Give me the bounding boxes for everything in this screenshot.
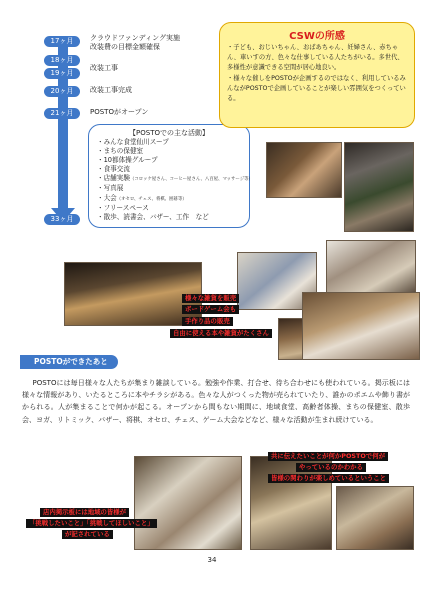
photo-caption: 共に伝えたいことが何かPOSTOで何が [268, 452, 388, 461]
timeline-label-33: 33ヶ月 [44, 214, 80, 225]
csw-point: ・子ども、おじいちゃん、おばあちゃん、妊婦さん、赤ちゃん、車いすの方、色々な仕事している人たちがいる。多世代、多様性が意識できる空間が居心地良い。 [227, 44, 404, 72]
page-number: 34 [207, 556, 217, 564]
timeline-label-17: 17ヶ月 [44, 36, 80, 47]
photo-caption: 皆様の関わりが楽しめているということ [268, 474, 389, 483]
activity-item: ・まちの保健室 [97, 147, 144, 156]
photo-display-shelf [336, 486, 414, 550]
timeline-label-20: 20ヶ月 [44, 86, 80, 97]
timeline-text-19: 改装工事 [90, 64, 118, 72]
activity-item: ・みんな食堂仙川スープ [97, 138, 169, 146]
photo-board-game [344, 142, 414, 232]
section-body: POSTOには毎日様々な人たちが集まり雑談している。勉強や作業、打合せ、待ち合わせにも使われている。掲示板には様々な情報があり、いたるところに本やチラシがある。色々な人がつくった物が売られていたり、誰かのポエムや飾り書がかられる。人が集まることで何かが起こる。オープンから間もない期間に、地域食堂、高齢者体操、まちの保健室、散歩会、ヨガ、リトミック、バザー、将棋、オセロ、チェス、ゲーム大会などなど、様々な活動が生まれ続けている。 [22, 379, 410, 424]
photo-caption: 様々な雑貨を販売 [182, 294, 239, 303]
photo-caption: ボードゲーム会も [182, 305, 239, 314]
activity-item: ・10都体操グループ [97, 156, 158, 165]
csw-title: CSWの所感 [289, 31, 345, 42]
activity-item: ・散歩、読書会、バザー、工作 など [97, 212, 209, 221]
csw-point: ・様々な催しをPOSTOが企画するのではなく、利用しているみんながPOSTOで企画していることが楽しい雰囲気をつくっている。 [227, 74, 406, 103]
photo-caption: が記されている [62, 530, 113, 539]
timeline-label-19: 19ヶ月 [44, 68, 80, 79]
activities-list [97, 138, 253, 222]
timeline-text-21: POSTOがオープン [90, 108, 149, 116]
timeline-text-17-line2: 改装費の目標金額確保 [90, 43, 160, 51]
timeline-text-20: 改装工事完成 [90, 86, 132, 94]
timeline-label-21: 21ヶ月 [44, 108, 80, 119]
photo-bulletin-board [134, 456, 242, 550]
activities-title: 【POSTOでの主な活動】 [129, 129, 209, 137]
photo-caption: やっているのかわかる [296, 463, 366, 472]
activity-item: ・写真展 [97, 184, 124, 193]
activity-item: ・大会（オセロ、チェス、将棋、囲碁等） [97, 193, 187, 202]
activity-item: ・フリースペース [97, 203, 149, 212]
timeline-text-17-line1: クラウドファンディング実施 [90, 34, 180, 42]
csw-points [227, 43, 409, 104]
photo-cafe-counter [266, 142, 342, 198]
timeline-label-18: 18ヶ月 [44, 55, 80, 66]
photo-caption: 自由に使える本や雑貨がたくさん [170, 329, 272, 338]
photo-caption: 店内掲示板には地域の皆様が [40, 508, 129, 517]
activities-box [88, 124, 253, 228]
activity-item: ・食事交流 [97, 165, 130, 174]
photo-caption: 手作り品の販売 [182, 317, 233, 326]
activity-item: ・店舗実験（コロッケ屋さん、コーヒー屋さん、八百屋、マッサージ等） [97, 174, 253, 183]
photo-book-shelf [326, 240, 416, 294]
photo-caption: 「挑戦したいこと」「挑戦してほしいこと」 [26, 519, 157, 528]
section-heading: POSTOができたあと [20, 355, 118, 369]
csw-impressions-box [219, 22, 415, 128]
photo-bookcase [302, 292, 420, 360]
